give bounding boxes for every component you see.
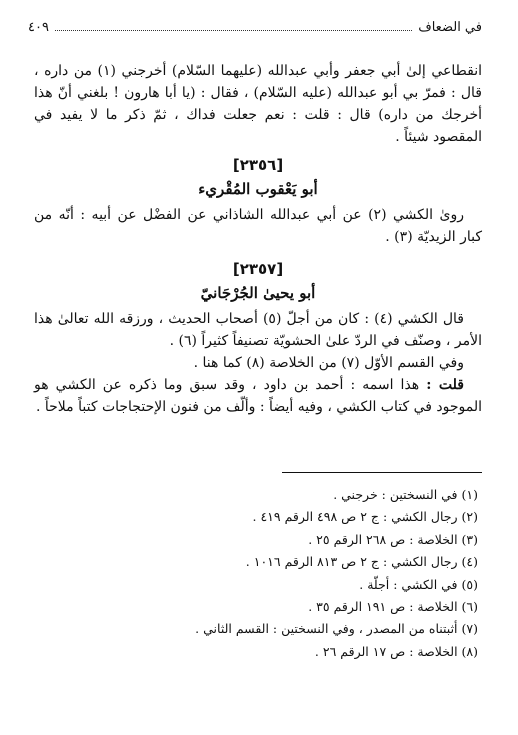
running-title: في الضعاف	[418, 20, 482, 35]
entry-text-2357-a: قال الكشي (٤) : كان من أجلّ (٥) أصحاب الحديث ، ورزقه الله تعالىٰ هذا الأمر ، وصنّف في الردّ علىٰ الحشويّة تصنيفاً كثيراً (٦) .	[34, 311, 482, 349]
entry-title-2357: أبو يحيىٰ الجُرْجَانيّ	[200, 284, 316, 302]
paragraph-continuation: انقطاعي إلىٰ أبي جعفر وأبي عبدالله (عليهما السّلام) أخرجني (١) من داره ، قال : فمرّ بي أبو عبدالله (عليه السّلام) ، فقال : (يا أبا هارون ! بلغني أنّ هذا أخرجك من داره) قال : قلت : نعم جعلت فداك ، ثمّ ذكر ما لا يفيد في المقصود شيئاً .	[34, 63, 482, 145]
entry-text-2357-c	[34, 374, 482, 418]
footnote-item: (٢) رجال الكشي : ج ٢ ص ٤٩٨ الرقم ٤١٩ .	[252, 509, 478, 525]
footnote-item: (٤) رجال الكشي : ج ٢ ص ٨١٣ الرقم ١٠١٦ .	[245, 554, 478, 570]
footnote-item: (١) في النسختين : خرجني .	[333, 487, 478, 502]
page-number: ٤٠٩	[28, 20, 49, 35]
footnote-item: (٧) أثبتناه من المصدر ، وفي النسختين : القسم الثاني .	[195, 621, 478, 637]
running-header	[28, 20, 482, 42]
footnote-divider	[282, 472, 482, 473]
entry-title-2356: أبو يَعْقوب المُقْريء	[198, 180, 318, 198]
footnote-item: (٦) الخلاصة : ص ١٩١ الرقم ٣٥ .	[308, 599, 478, 615]
body-text	[34, 60, 482, 418]
note-lead: قلت :	[426, 377, 464, 393]
footnote-item: (٥) في الكشي : أجلّة .	[359, 576, 478, 592]
note-body: هذا اسمه : أحمد بن داود ، وقد سبق وما ذكره عن الكشي هو الموجود في كتاب الكشي ، وفيه أيضاً : وألّف من فنون الإحتجاجات كتباً ملاحاً .	[34, 377, 482, 415]
footnotes	[34, 484, 478, 663]
header-leader-dots	[55, 30, 412, 31]
footnote-item: (٨) الخلاصة : ص ١٧ الرقم ٢٦ .	[314, 643, 478, 659]
footnote-item: (٣) الخلاصة : ص ٢٦٨ الرقم ٢٥ .	[308, 531, 478, 547]
entry-number-2356: [٢٣٥٦]	[232, 156, 284, 174]
entry-number-2357: [٢٣٥٧]	[232, 260, 284, 278]
entry-text-2357-b: وفي القسم الأوّل (٧) من الخلاصة (٨) كما هنا .	[193, 355, 464, 371]
entry-text-2356: روىٰ الكشي (٢) عن أبي عبدالله الشاذاني عن الفضْل عن أبيه : أنّه من كبار الزيديّة (٣) .	[34, 207, 482, 245]
